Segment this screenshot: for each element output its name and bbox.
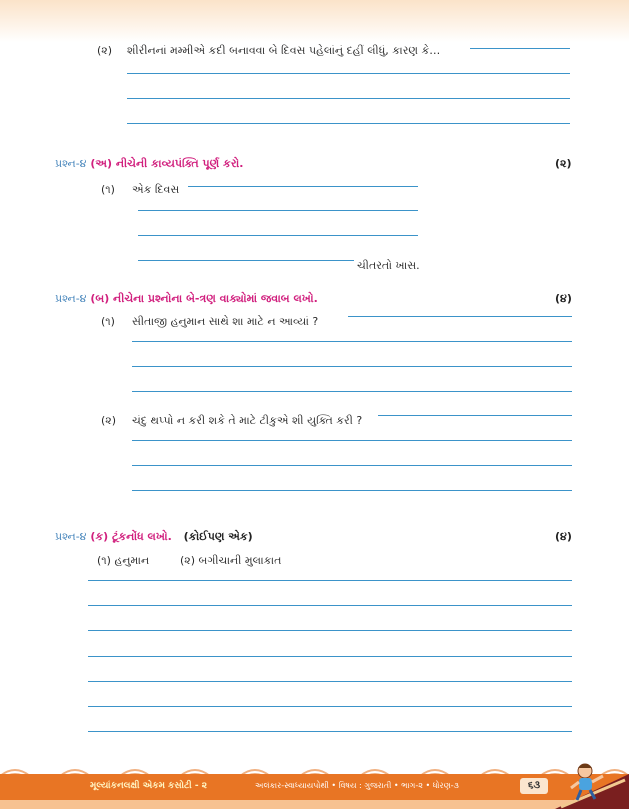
q4b-item-text: સીતાજી હનુમાન સાથે શા માટે ન આવ્યાં ?	[132, 315, 319, 328]
answer-line[interactable]	[88, 706, 572, 707]
answer-line[interactable]	[138, 210, 418, 211]
q2-item-number: (૨)	[97, 44, 113, 57]
answer-line[interactable]	[470, 48, 570, 49]
q4b-item-number: (૨)	[101, 414, 117, 427]
answer-line[interactable]	[88, 580, 572, 581]
q4a-item-number: (૧)	[101, 183, 115, 196]
answer-line[interactable]	[132, 366, 572, 367]
q4a-tail-text: ચીતરતો ખાસ.	[357, 259, 420, 272]
q4a-item-text: એક દિવસ	[132, 183, 180, 196]
question-choice-note: (કોઈપણ એક)	[183, 530, 253, 543]
answer-line[interactable]	[188, 186, 418, 187]
question-4a-marks: (૨)	[555, 157, 572, 170]
top-band	[0, 0, 629, 42]
q4c-option: (૨) બગીચાની મુલાકાત	[180, 554, 282, 567]
question-4b-heading	[55, 292, 318, 306]
answer-line[interactable]	[138, 235, 418, 236]
question-title: (ક) ટૂંકનોંધ લખો.	[90, 530, 172, 543]
question-label: પ્રશ્ન-૪	[55, 292, 87, 305]
question-4a-heading	[55, 157, 243, 171]
answer-line[interactable]	[127, 73, 570, 74]
answer-line[interactable]	[88, 630, 572, 631]
q4b-item-number: (૧)	[101, 315, 115, 328]
answer-line[interactable]	[127, 123, 570, 124]
question-4c-heading	[55, 530, 253, 544]
answer-line[interactable]	[88, 605, 572, 606]
answer-line[interactable]	[138, 260, 354, 261]
page-number: ૬૩	[520, 778, 548, 794]
answer-line[interactable]	[132, 391, 572, 392]
question-4c-marks: (૪)	[555, 530, 572, 543]
answer-line[interactable]	[132, 440, 572, 441]
answer-line[interactable]	[132, 341, 572, 342]
q4b-item-text: ચંદુ થપ્પો ન કરી શકે તે માટે ટીકુએ શી યુક્તિ કરી ?	[132, 414, 363, 427]
child-mascot-icon	[555, 760, 629, 809]
answer-line[interactable]	[88, 681, 572, 682]
answer-line[interactable]	[132, 465, 572, 466]
question-title: (બ) નીચેના પ્રશ્નોના બે-ત્રણ વાક્યોમાં જવાબ લખો.	[90, 292, 318, 305]
answer-line[interactable]	[132, 490, 572, 491]
footer-subject: અલંકાર-સ્વાધ્યાયપોથી • વિષય : ગુજરાતી • ભાગ-૨ • ધોરણ-૩	[255, 781, 459, 790]
question-4b-marks: (૪)	[555, 292, 572, 305]
q2-item-text: શીરીનનાં મમ્મીએ કદી બનાવવા બે દિવસ પહેલાંનું દહીં લીધું, કારણ કે…	[127, 44, 441, 57]
question-title: (અ) નીચેની કાવ્યપંક્તિ પૂર્ણ કરો.	[90, 157, 244, 170]
footer-series-title: મૂલ્યાંકનલક્ષી એકમ કસોટી - ૨	[90, 781, 208, 791]
footer-bar-light	[0, 800, 629, 809]
answer-line[interactable]	[88, 656, 572, 657]
question-label: પ્રશ્ન-૪	[55, 530, 87, 543]
q4c-option: (૧) હનુમાન	[97, 554, 150, 567]
answer-line[interactable]	[378, 415, 572, 416]
question-label: પ્રશ્ન-૪	[55, 157, 87, 170]
answer-line[interactable]	[127, 98, 570, 99]
answer-line[interactable]	[88, 731, 572, 732]
answer-line[interactable]	[348, 316, 572, 317]
page-footer	[0, 760, 629, 809]
